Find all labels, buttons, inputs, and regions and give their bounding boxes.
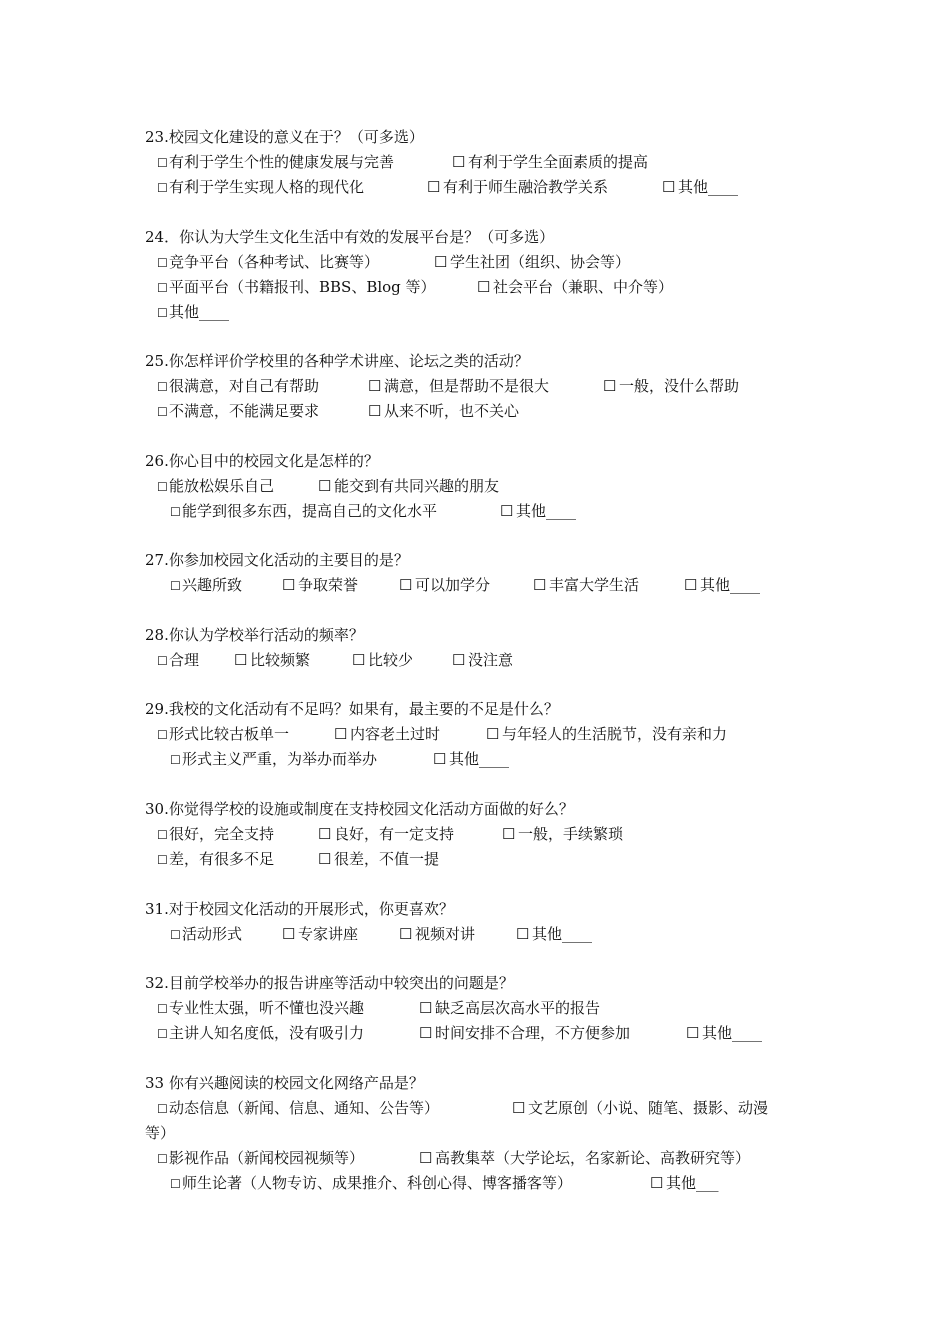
checkbox-icon[interactable]: ☐: [486, 725, 500, 743]
checkbox-icon[interactable]: ☐: [433, 750, 447, 768]
answer-option-label: 兴趣所致: [182, 576, 243, 594]
answer-option-label: 缺乏高层次高水平的报告: [435, 999, 601, 1017]
answer-option-label: 其他____: [678, 178, 739, 196]
answer-option[interactable]: [399, 573, 490, 598]
answer-option-label: 一般，没什么帮助: [619, 377, 740, 395]
answer-option-label: 专业性太强，听不懂也没兴趣: [169, 999, 365, 1017]
answer-option[interactable]: [533, 573, 639, 598]
answer-option[interactable]: [368, 399, 519, 424]
answer-option[interactable]: [486, 722, 727, 747]
answer-option-label: 合理: [169, 651, 200, 669]
question-title: 26.你心目中的校园文化是怎样的？: [145, 452, 379, 470]
answer-option-label: 可以加学分: [415, 576, 491, 594]
answer-option[interactable]: [282, 573, 358, 598]
answer-option[interactable]: [419, 996, 600, 1021]
answer-option-label: 文艺原创（小说、随笔、摄影、动漫: [528, 1099, 769, 1117]
checkbox-icon[interactable]: ☐: [434, 253, 448, 271]
question-title: 23.校园文化建设的意义在于？（可多选）: [145, 128, 424, 146]
answer-option-label: 不满意，不能满足要求: [169, 402, 320, 420]
answer-option[interactable]: [512, 1096, 768, 1121]
checkbox-icon[interactable]: ☐: [419, 1024, 433, 1042]
answer-option-label: 能放松娱乐自己: [169, 477, 275, 495]
answer-option[interactable]: [157, 150, 394, 175]
answer-option-label: 活动形式: [182, 925, 243, 943]
answer-option[interactable]: [334, 722, 440, 747]
answer-option[interactable]: [170, 499, 437, 524]
answer-option[interactable]: [434, 250, 630, 275]
checkbox-icon[interactable]: ☐: [516, 925, 530, 943]
checkbox-icon[interactable]: ☐: [157, 654, 168, 668]
question-title: 28.你认为学校举行活动的频率？: [145, 626, 364, 644]
checkbox-icon[interactable]: ☐: [533, 576, 547, 594]
checkbox-icon[interactable]: ☐: [157, 181, 168, 195]
answer-option-label: 内容老土过时: [350, 725, 441, 743]
answer-option[interactable]: [170, 922, 242, 947]
checkbox-icon[interactable]: ☐: [157, 256, 168, 270]
answer-option[interactable]: [157, 399, 319, 424]
checkbox-icon[interactable]: ☐: [282, 925, 296, 943]
checkbox-icon[interactable]: ☐: [170, 579, 181, 593]
checkbox-icon[interactable]: ☐: [502, 825, 516, 843]
answer-option-label: 能学到很多东西，提高自己的文化水平: [182, 502, 438, 520]
answer-option[interactable]: [650, 1171, 719, 1196]
answer-option[interactable]: [662, 175, 738, 200]
checkbox-icon[interactable]: ☐: [318, 825, 332, 843]
checkbox-icon[interactable]: ☐: [419, 1149, 433, 1167]
checkbox-icon[interactable]: ☐: [157, 405, 168, 419]
checkbox-icon[interactable]: ☐: [512, 1099, 526, 1117]
checkbox-icon[interactable]: ☐: [662, 178, 676, 196]
answer-option-label: 社会平台（兼职、中介等）: [493, 278, 674, 296]
checkbox-icon[interactable]: ☐: [399, 576, 413, 594]
answer-option[interactable]: [157, 1146, 364, 1171]
answer-option-label: 师生论著（人物专访、成果推介、科创心得、博客播客等）: [182, 1174, 573, 1192]
checkbox-icon[interactable]: ☐: [157, 480, 168, 494]
checkbox-icon[interactable]: ☐: [157, 380, 168, 394]
answer-option[interactable]: [157, 822, 274, 847]
answer-option-label: 能交到有共同兴趣的朋友: [334, 477, 500, 495]
checkbox-icon[interactable]: ☐: [452, 651, 466, 669]
answer-option-label: 其他____: [700, 576, 761, 594]
answer-option[interactable]: [282, 922, 358, 947]
answer-option-label: 等）: [145, 1124, 176, 1142]
question-title: 27.你参加校园文化活动的主要目的是？: [145, 551, 409, 569]
checkbox-icon[interactable]: ☐: [427, 178, 441, 196]
answer-option[interactable]: [419, 1146, 750, 1171]
answer-option[interactable]: [399, 922, 475, 947]
answer-option[interactable]: [157, 300, 229, 325]
checkbox-icon[interactable]: ☐: [157, 1002, 168, 1016]
answer-option-label: 其他____: [169, 303, 230, 321]
checkbox-icon[interactable]: ☐: [684, 576, 698, 594]
answer-option[interactable]: [157, 175, 364, 200]
checkbox-icon[interactable]: ☐: [170, 928, 181, 942]
checkbox-icon[interactable]: ☐: [318, 850, 332, 868]
answer-option[interactable]: [157, 1096, 439, 1121]
checkbox-icon[interactable]: ☐: [368, 377, 382, 395]
answer-option[interactable]: [157, 374, 319, 399]
answer-option-label: 与年轻人的生活脱节，没有亲和力: [502, 725, 728, 743]
answer-option-label: 其他____: [449, 750, 510, 768]
answer-option-label: 其他___: [666, 1174, 719, 1192]
checkbox-icon[interactable]: ☐: [318, 477, 332, 495]
question-title: 24．你认为大学生文化生活中有效的发展平台是？（可多选）: [145, 228, 555, 246]
answer-option-label: 满意，但是帮助不是很大: [384, 377, 550, 395]
checkbox-icon[interactable]: ☐: [334, 725, 348, 743]
checkbox-icon[interactable]: ☐: [352, 651, 366, 669]
answer-option[interactable]: [157, 1021, 364, 1046]
answer-option-label: 平面平台（书籍报刊、BBS、Blog 等）: [169, 278, 436, 296]
answer-option-label: 影视作品（新闻校园视频等）: [169, 1149, 365, 1167]
question-title: 33 你有兴趣阅读的校园文化网络产品是？: [145, 1074, 424, 1092]
answer-option[interactable]: [234, 648, 310, 673]
checkbox-icon[interactable]: ☐: [157, 1102, 168, 1116]
answer-option[interactable]: [318, 847, 439, 872]
answer-option-label: 良好，有一定支持: [334, 825, 455, 843]
answer-option[interactable]: [686, 1021, 762, 1046]
answer-option-label: 有利于学生个性的健康发展与完善: [169, 153, 395, 171]
answer-option-label: 形式比较古板单一: [169, 725, 290, 743]
answer-option-label: 学生社团（组织、协会等）: [450, 253, 631, 271]
answer-option-label: 有利于学生实现人格的现代化: [169, 178, 365, 196]
answer-option-label: 没注意: [468, 651, 514, 669]
answer-option-label: 形式主义严重，为举办而举办: [182, 750, 378, 768]
answer-option-label: 高教集萃（大学论坛，名家新论、高教研究等）: [435, 1149, 751, 1167]
answer-option[interactable]: [452, 648, 513, 673]
checkbox-icon[interactable]: ☐: [157, 1027, 168, 1041]
answer-option-label: 时间安排不合理，不方便参加: [435, 1024, 631, 1042]
answer-option-label: 动态信息（新闻、信息、通知、公告等）: [169, 1099, 440, 1117]
answer-option-label: 争取荣誉: [298, 576, 359, 594]
checkbox-icon[interactable]: ☐: [170, 505, 181, 519]
answer-option[interactable]: [433, 747, 509, 772]
answer-option-label: 其他____: [532, 925, 593, 943]
answer-option-label: 主讲人知名度低，没有吸引力: [169, 1024, 365, 1042]
question-title: 31.对于校园文化活动的开展形式，你更喜欢？: [145, 900, 454, 918]
answer-option[interactable]: [157, 275, 436, 300]
answer-option[interactable]: [419, 1021, 630, 1046]
answer-option[interactable]: [157, 250, 379, 275]
checkbox-icon[interactable]: ☐: [419, 999, 433, 1017]
checkbox-icon[interactable]: ☐: [157, 853, 168, 867]
answer-option[interactable]: [318, 474, 499, 499]
answer-option-label: 很差，不值一提: [334, 850, 440, 868]
answer-option[interactable]: [157, 474, 274, 499]
answer-option: [145, 1121, 175, 1146]
answer-option-label: 竞争平台（各种考试、比赛等）: [169, 253, 380, 271]
checkbox-icon[interactable]: ☐: [452, 153, 466, 171]
answer-option[interactable]: [427, 175, 608, 200]
answer-option-label: 其他____: [516, 502, 577, 520]
answer-option-label: 很好，完全支持: [169, 825, 275, 843]
answer-option[interactable]: [477, 275, 673, 300]
checkbox-icon[interactable]: ☐: [170, 753, 181, 767]
answer-option-label: 专家讲座: [298, 925, 359, 943]
answer-option-label: 比较少: [368, 651, 414, 669]
answer-option[interactable]: [500, 499, 576, 524]
question-title: 32.目前学校举办的报告讲座等活动中较突出的问题是？: [145, 974, 514, 992]
answer-option[interactable]: [170, 573, 242, 598]
checkbox-icon[interactable]: ☐: [170, 1177, 181, 1191]
answer-option[interactable]: [157, 648, 199, 673]
answer-option[interactable]: [170, 1171, 572, 1196]
answer-option-label: 比较频繁: [250, 651, 311, 669]
answer-option[interactable]: [157, 847, 274, 872]
checkbox-icon[interactable]: ☐: [157, 306, 168, 320]
checkbox-icon[interactable]: ☐: [157, 156, 168, 170]
checkbox-icon[interactable]: ☐: [157, 728, 168, 742]
question-title: 29.我校的文化活动有不足吗？如果有，最主要的不足是什么？: [145, 700, 559, 718]
checkbox-icon[interactable]: ☐: [650, 1174, 664, 1192]
answer-option[interactable]: [157, 996, 364, 1021]
answer-option[interactable]: [502, 822, 623, 847]
checkbox-icon[interactable]: ☐: [157, 828, 168, 842]
answer-option[interactable]: [516, 922, 592, 947]
answer-option-label: 差，有很多不足: [169, 850, 275, 868]
checkbox-icon[interactable]: ☐: [686, 1024, 700, 1042]
answer-option[interactable]: [318, 822, 454, 847]
answer-option-label: 其他____: [702, 1024, 763, 1042]
checkbox-icon[interactable]: ☐: [477, 278, 491, 296]
answer-option[interactable]: [603, 374, 739, 399]
answer-option[interactable]: [684, 573, 760, 598]
answer-option[interactable]: [368, 374, 549, 399]
answer-option-label: 从来不听，也不关心: [384, 402, 520, 420]
answer-option-label: 丰富大学生活: [549, 576, 640, 594]
answer-option[interactable]: [352, 648, 413, 673]
checkbox-icon[interactable]: ☐: [157, 281, 168, 295]
checkbox-icon[interactable]: ☐: [603, 377, 617, 395]
answer-option[interactable]: [157, 722, 289, 747]
answer-option-label: 很满意，对自己有帮助: [169, 377, 320, 395]
answer-option-label: 有利于学生全面素质的提高: [468, 153, 649, 171]
checkbox-icon[interactable]: ☐: [282, 576, 296, 594]
checkbox-icon[interactable]: ☐: [157, 1152, 168, 1166]
answer-option[interactable]: [170, 747, 377, 772]
checkbox-icon[interactable]: ☐: [500, 502, 514, 520]
answer-option-label: 视频对讲: [415, 925, 476, 943]
question-title: 30.你觉得学校的设施或制度在支持校园文化活动方面做的好么？: [145, 800, 574, 818]
checkbox-icon[interactable]: ☐: [368, 402, 382, 420]
answer-option-label: 一般，手续繁琐: [518, 825, 624, 843]
checkbox-icon[interactable]: ☐: [234, 651, 248, 669]
checkbox-icon[interactable]: ☐: [399, 925, 413, 943]
answer-option[interactable]: [452, 150, 648, 175]
question-title: 25.你怎样评价学校里的各种学术讲座、论坛之类的活动？: [145, 352, 529, 370]
answer-option-label: 有利于师生融洽教学关系: [443, 178, 609, 196]
